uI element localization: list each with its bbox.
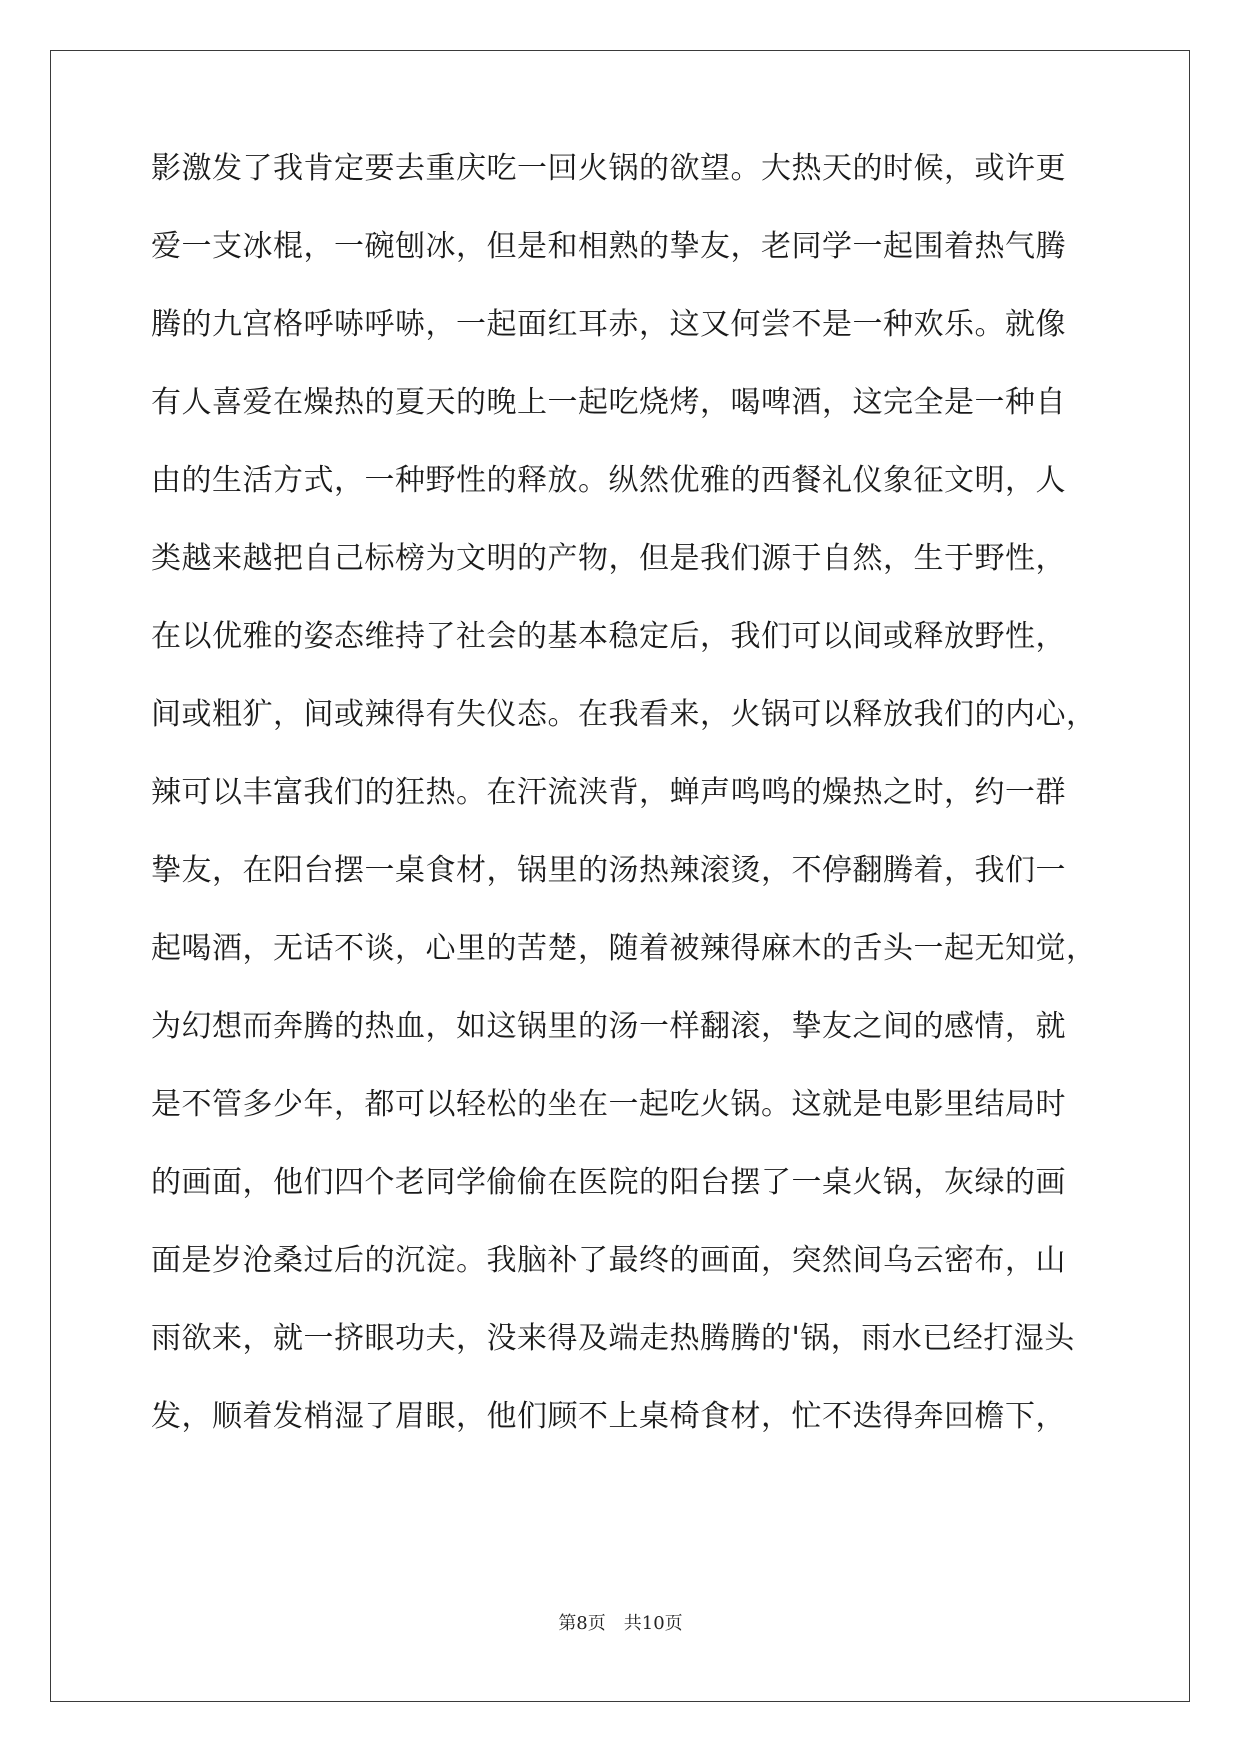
text-line: 是不管多少年，都可以轻松的坐在一起吃火锅。这就是电影里结局时 <box>151 1087 1066 1122</box>
text-line: 有人喜爱在燥热的夏天的晚上一起吃烧烤，喝啤酒，这完全是一种自 <box>151 385 1066 420</box>
text-line: 间或粗犷，间或辣得有失仪态。在我看来，火锅可以释放我们的内心， <box>151 697 1097 732</box>
text-line: 的画面，他们四个老同学偷偷在医院的阳台摆了一桌火锅，灰绿的画 <box>151 1165 1066 1200</box>
page-number: 第8页 共10页 <box>558 1613 683 1634</box>
text-line: 腾的九宫格呼哧呼哧，一起面红耳赤，这又何尝不是一种欢乐。就像 <box>151 307 1066 342</box>
text-line: 辣可以丰富我们的狂热。在汗流浃背，蝉声鸣鸣的燥热之时，约一群 <box>151 775 1066 810</box>
text-line: 影激发了我肯定要去重庆吃一回火锅的欲望。大热天的时候，或许更 <box>151 151 1066 186</box>
text-line: 发，顺着发梢湿了眉眼，他们顾不上桌椅食材，忙不迭得奔回檐下， <box>151 1399 1066 1434</box>
text-line: 为幻想而奔腾的热血，如这锅里的汤一样翻滚，挚友之间的感情，就 <box>151 1009 1066 1044</box>
text-line: 面是岁沧桑过后的沉淀。我脑补了最终的画面，突然间乌云密布，山 <box>151 1243 1066 1278</box>
text-line: 雨欲来，就一挤眼功夫，没来得及端走热腾腾的'锅，雨水已经打湿头 <box>151 1321 1075 1356</box>
text-line: 由的生活方式，一种野性的释放。纵然优雅的西餐礼仪象征文明，人 <box>151 463 1066 498</box>
text-line: 在以优雅的姿态维持了社会的基本稳定后，我们可以间或释放野性， <box>151 619 1066 654</box>
text-line: 爱一支冰棍，一碗刨冰，但是和相熟的挚友，老同学一起围着热气腾 <box>151 229 1066 264</box>
text-line: 挚友，在阳台摆一桌食材，锅里的汤热辣滚烫，不停翻腾着，我们一 <box>151 853 1066 888</box>
text-line: 类越来越把自己标榜为文明的产物，但是我们源于自然，生于野性， <box>151 541 1066 576</box>
text-line: 起喝酒，无话不谈，心里的苦楚，随着被辣得麻木的舌头一起无知觉， <box>151 931 1097 966</box>
